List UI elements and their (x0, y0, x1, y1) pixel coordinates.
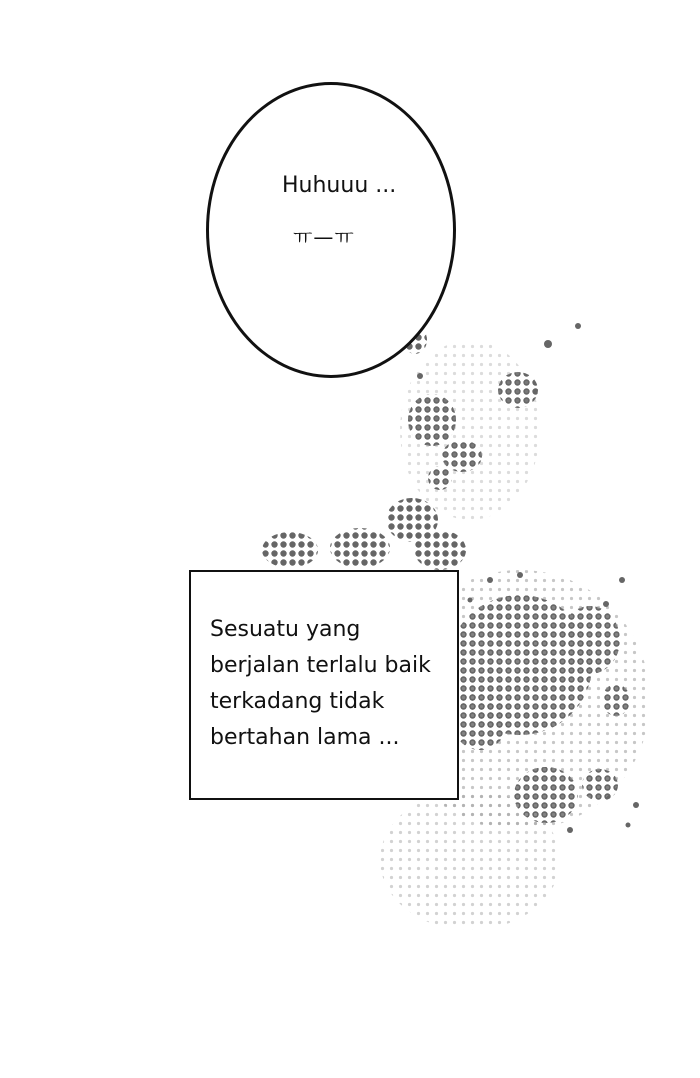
speech-bubble-text: Huhuuu ... (282, 173, 397, 198)
narration-line: bertahan lama ... (210, 725, 400, 750)
narration-box (189, 570, 459, 800)
speech-bubble (206, 82, 456, 378)
narration-line: terkadang tidak (210, 689, 385, 714)
narration-line: berjalan terlalu baik (210, 653, 431, 678)
narration-line: Sesuatu yang (210, 617, 361, 642)
crying-emoticon: ㅠ—ㅠ (293, 225, 355, 249)
